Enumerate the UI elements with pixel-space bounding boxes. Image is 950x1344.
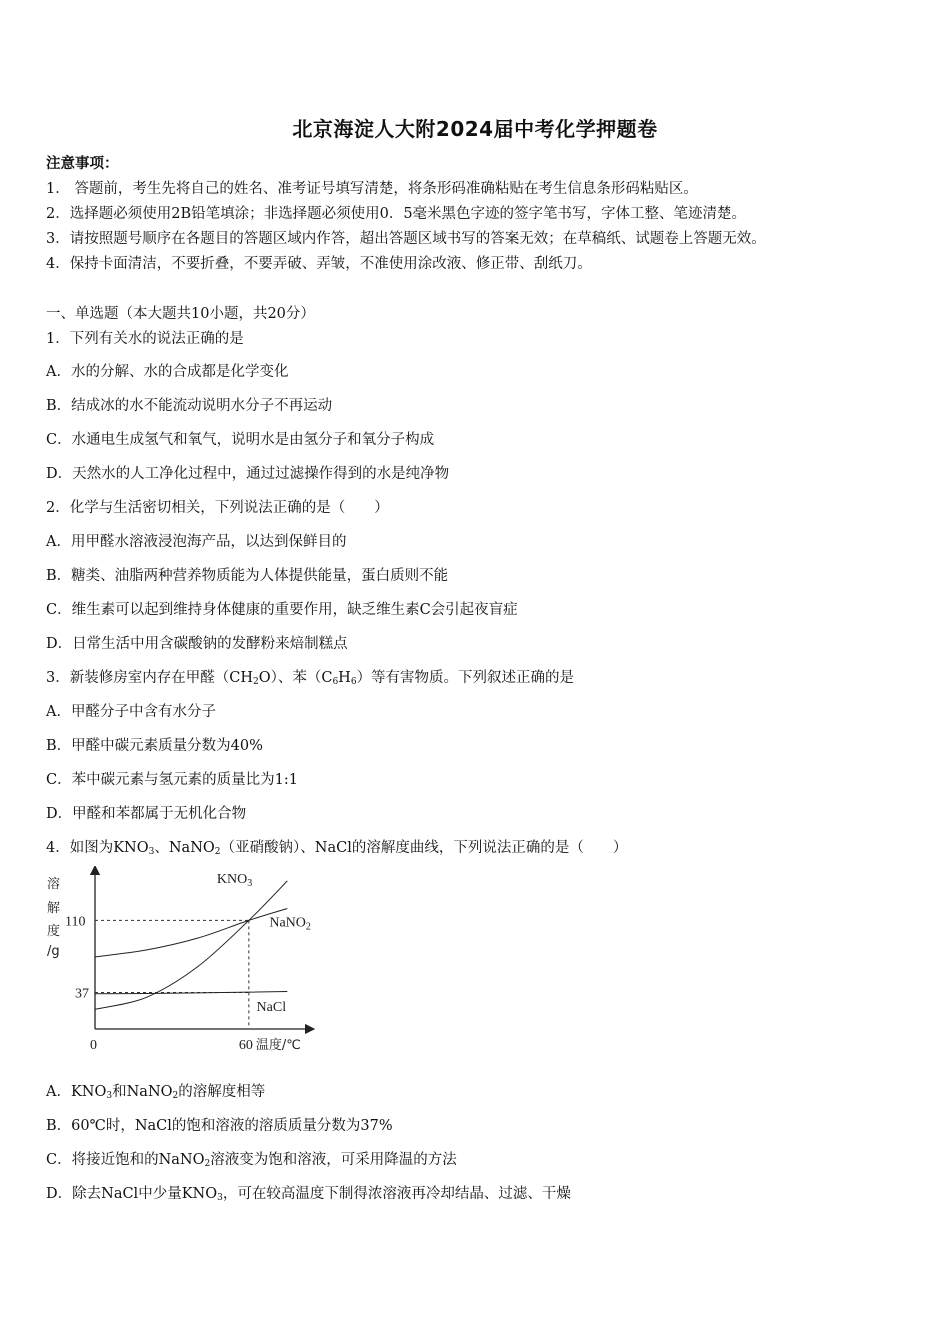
option-2c[interactable]: C．维生素可以起到维持身体健康的重要作用，缺乏维生素C会引起夜盲症 — [46, 602, 518, 618]
option-4b[interactable]: B．60℃时，NaCl的饱和溶液的溶质质量分数为37% — [46, 1118, 393, 1134]
option-3b[interactable]: B．甲醛中碳元素质量分数为40% — [46, 738, 263, 754]
question-3-stem: 3．新装修房室内存在甲醛$(CH_2O)$、苯$(C_6H_6)$等有害物质。下列叙述正确的是 — [46, 670, 575, 687]
option-2d[interactable]: D．日常生活中用含碳酸钠的发酵粉来焙制糕点 — [46, 636, 348, 652]
notice-item: 2．选择题必须使用2B铅笔填涂；非选择题必须使用0．5毫米黑色字迹的签字笔书写，字体工整、笔迹清楚。 — [46, 206, 747, 222]
option-3d[interactable]: D．甲醛和苯都属于无机化合物 — [46, 806, 247, 822]
y-tick-label: 110 — [65, 914, 86, 930]
curve-nacl — [95, 991, 287, 993]
curve-nano2 — [95, 909, 287, 957]
question-4-stem: 4．如图为$KNO_3$、NaNO$_2$（亚硝酸钠）、NaCl的溶解度曲线，下列说法正确的是（ ） — [46, 840, 628, 857]
notice-item: 4．保持卡面清洁，不要折叠，不要弄破、弄皱，不准使用涂改液、修正带、刮纸刀。 — [46, 256, 592, 272]
option-4c[interactable]: C．将接近饱和的NaNO$_2$溶液变为饱和溶液，可采用降温的方法 — [46, 1152, 457, 1169]
series-label-nacl: NaCl — [256, 1000, 287, 1016]
option-1c[interactable]: C．水通电生成氢气和氧气，说明水是由氢分子和氧分子构成 — [46, 432, 435, 448]
series-label-kno3: $KNO_3$ — [216, 871, 253, 889]
option-3a[interactable]: A．甲醛分子中含有水分子 — [46, 704, 216, 720]
y-tick-label: 37 — [75, 986, 89, 1002]
notice-item: 3．请按照题号顺序在各题目的答题区域内作答，超出答题区域书写的答案无效；在草稿纸、试题卷上答题无效。 — [46, 231, 766, 247]
notice-heading: 注意事项： — [46, 155, 119, 172]
series-label-nano2: NaNO$_2$ — [269, 915, 311, 933]
section-heading: 一、单选题（本大题共10小题，共20分） — [46, 306, 315, 322]
y-label-char: 溶 — [47, 877, 61, 892]
x-tick-label: 60 — [238, 1038, 253, 1053]
origin-tick-label: 0 — [90, 1038, 97, 1053]
page-title: 北京海淀人大附2024届中考化学押题卷 — [292, 117, 658, 141]
option-4a[interactable]: A．$KNO_3$和NaNO$_2$的溶解度相等 — [46, 1084, 266, 1101]
option-1a[interactable]: A．水的分解、水的合成都是化学变化 — [46, 364, 289, 380]
y-label-char: /g — [47, 944, 60, 959]
x-axis-label: 温度/℃ — [255, 1038, 301, 1053]
option-1b[interactable]: B．结成冰的水不能流动说明水分子不再运动 — [46, 398, 333, 414]
option-2a[interactable]: A．用甲醛水溶液浸泡海产品，以达到保鲜目的 — [46, 534, 347, 550]
notice-item: 1． 答题前，考生先将自己的姓名、准考证号填写清楚，将条形码准确粘贴在考生信息条形码粘贴区。 — [46, 181, 698, 197]
option-4d[interactable]: D．除去NaCl中少量$KNO_3$，可在较高温度下制得浓溶液再冷却结晶、过滤、干燥 — [46, 1186, 571, 1203]
curve-kno3 — [95, 881, 287, 1009]
y-label-char: 解 — [47, 901, 61, 916]
y-label-char: 度 — [47, 924, 61, 939]
question-1-stem: 1．下列有关水的说法正确的是 — [46, 331, 244, 347]
question-2-stem: 2．化学与生活密切相关，下列说法正确的是（ ） — [46, 500, 389, 516]
option-3c[interactable]: C．苯中碳元素与氢元素的质量比为1:1 — [46, 772, 298, 788]
option-2b[interactable]: B．糖类、油脂两种营养物质能为人体提供能量，蛋白质则不能 — [46, 568, 449, 584]
option-1d[interactable]: D．天然水的人工净化过程中，通过过滤操作得到的水是纯净物 — [46, 466, 450, 482]
solubility-chart — [40, 866, 320, 1061]
